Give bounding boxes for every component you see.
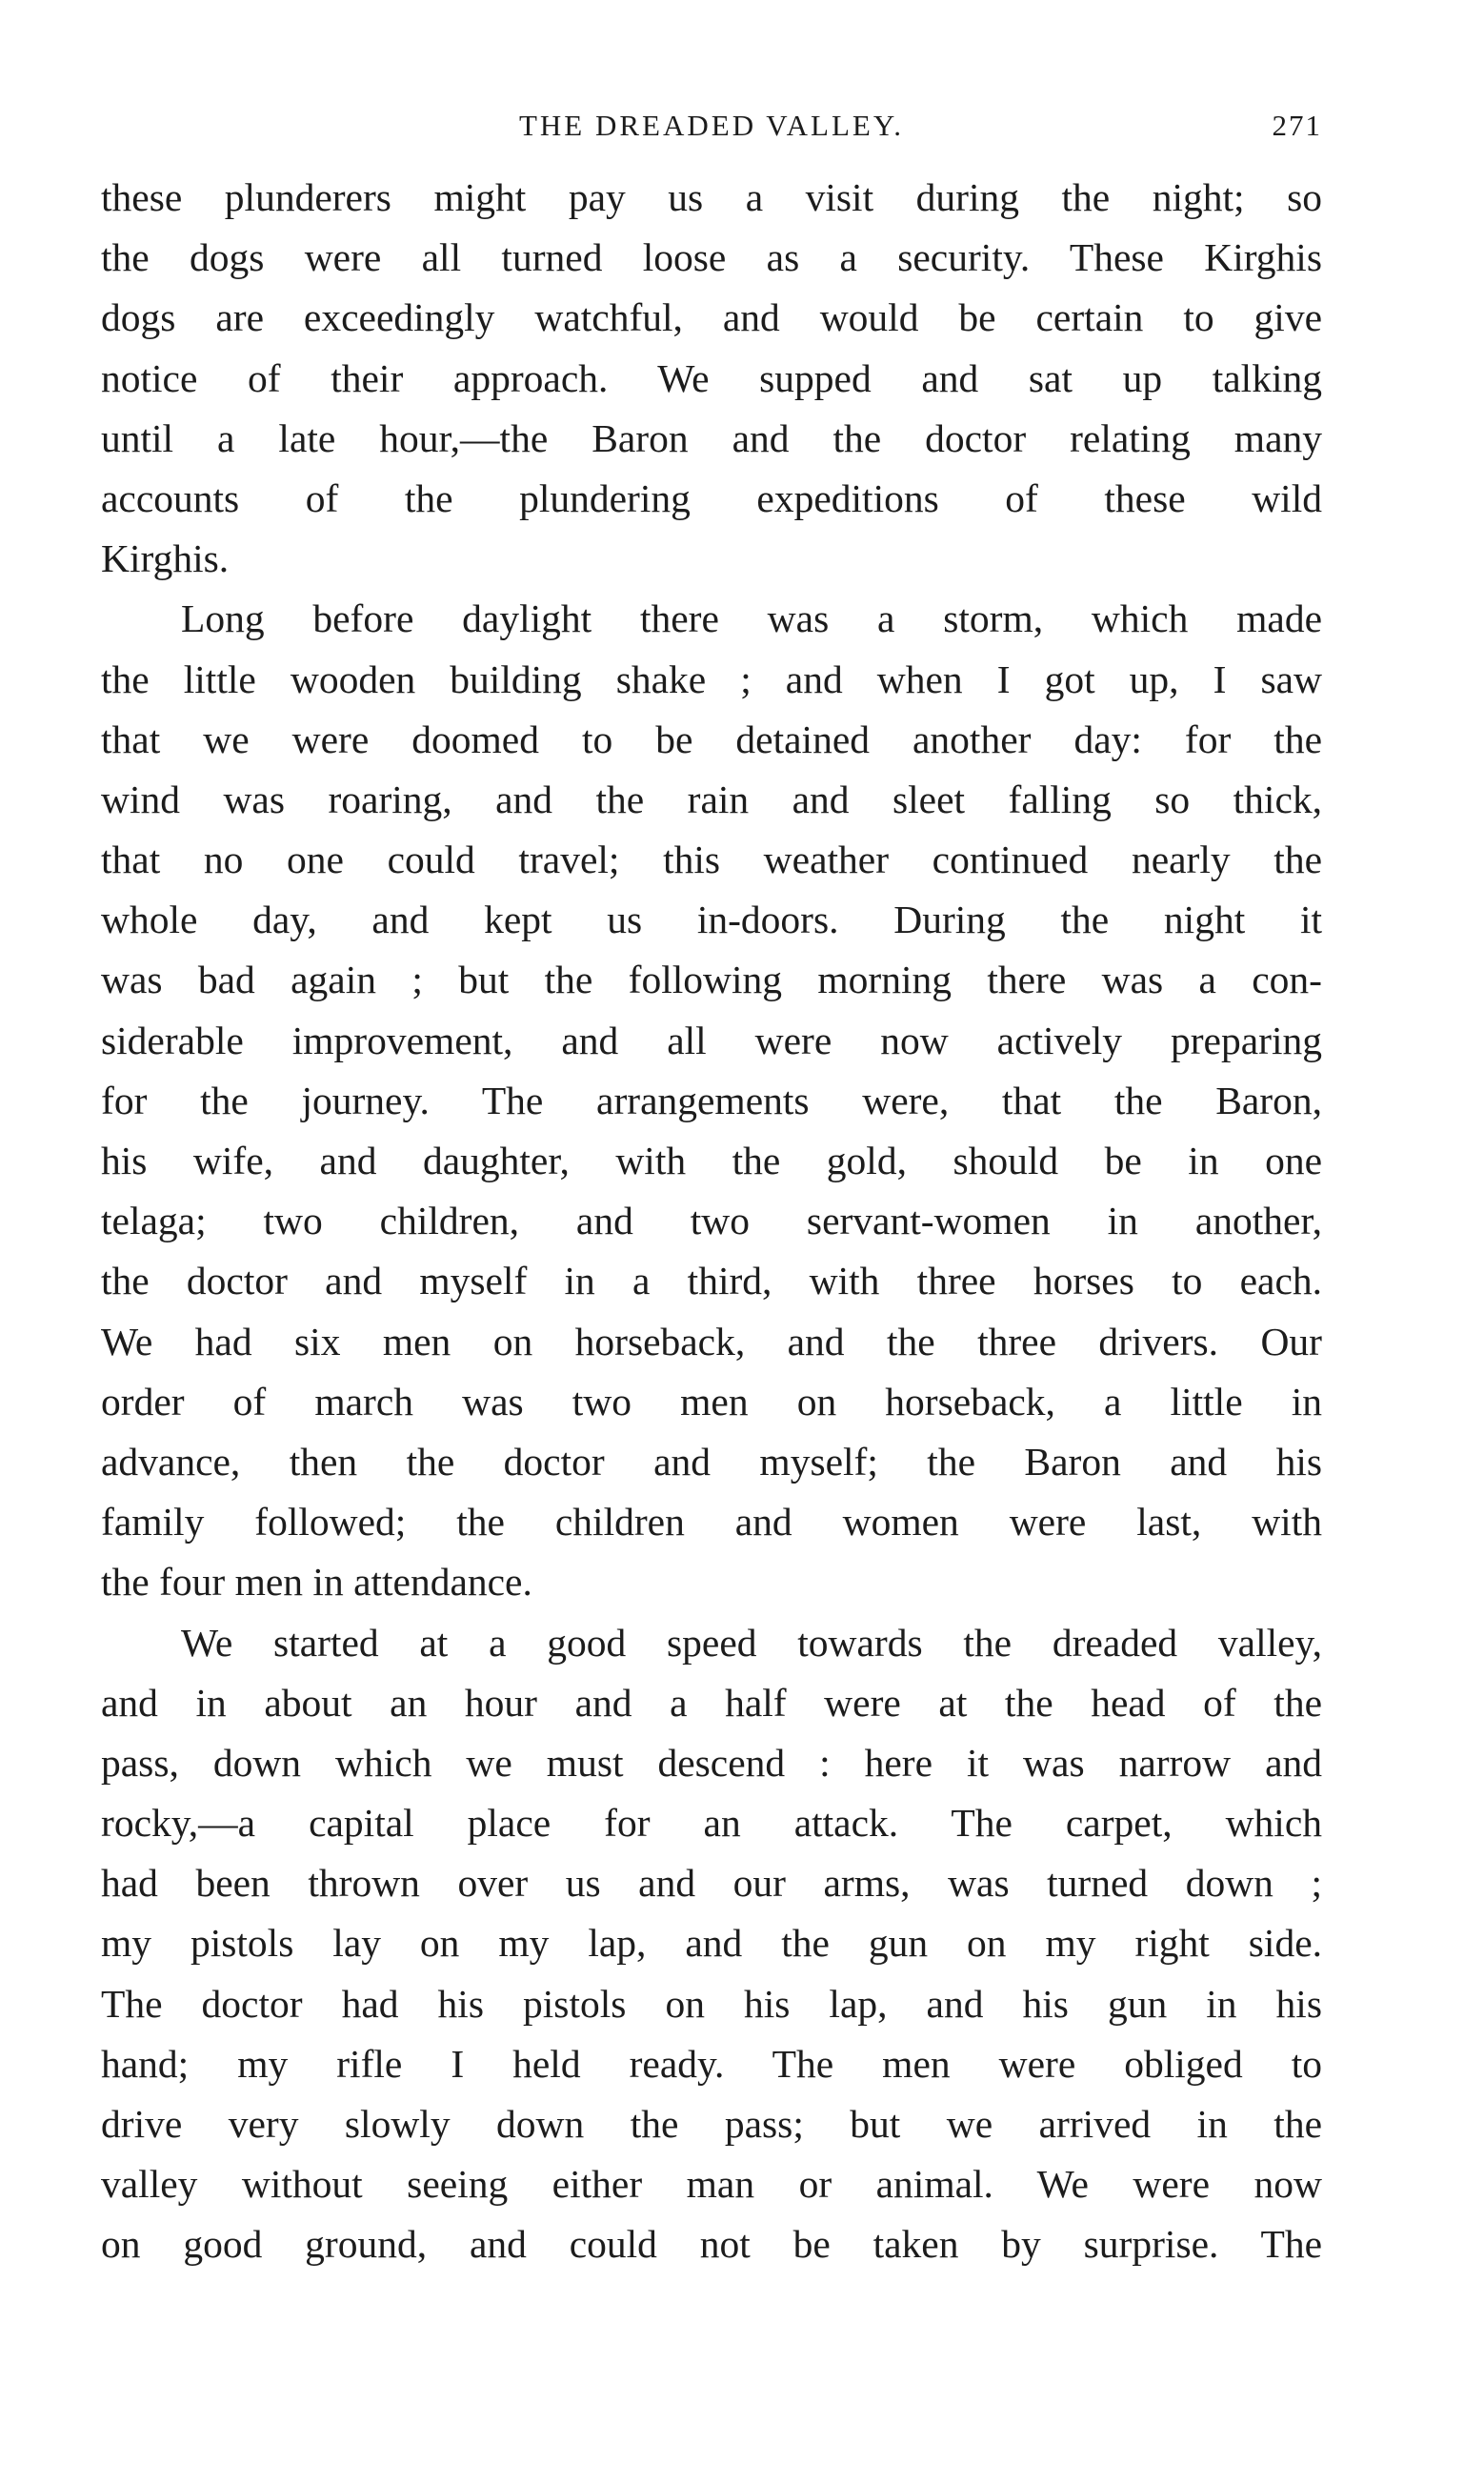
- text-line: hand; my rifle I held ready. The men were obliged to: [101, 2041, 1322, 2086]
- text-line: the little wooden building shake ; and when I got up, I saw: [101, 656, 1322, 701]
- text-line: rocky,—a capital place for an attack. The carpet, which: [101, 1801, 1322, 1846]
- text-line: family followed; the children and women were last, with: [101, 1500, 1322, 1545]
- text-line: and in about an hour and a half were at the head of the: [101, 1680, 1322, 1725]
- text-line: until a late hour,—the Baron and the doctor relating many: [101, 415, 1322, 460]
- text-line: the four men in attendance.: [101, 1560, 532, 1605]
- text-line: The doctor had his pistols on his lap, and his gun in his: [101, 1981, 1322, 2026]
- text-line: these plunderers might pay us a visit during the night; so: [101, 175, 1322, 219]
- text-line: for the journey. The arrangements were, that the Baron,: [101, 1078, 1322, 1122]
- text-line: order of march was two men on horseback, a little in: [101, 1379, 1322, 1424]
- text-line: had been thrown over us and our arms, was turned down ;: [101, 1861, 1322, 1906]
- text-line: that we were doomed to be detained another day: for the: [101, 717, 1322, 761]
- text-line: Long before daylight there was a storm, which made: [181, 596, 1322, 641]
- text-line: notice of their approach. We supped and sat up talking: [101, 355, 1322, 400]
- text-line: whole day, and kept us in-doors. During the night it: [101, 898, 1322, 942]
- body-text: [101, 168, 1322, 2275]
- page-header: [101, 99, 1322, 152]
- text-line: telaga; two children, and two servant-women in another,: [101, 1199, 1322, 1243]
- text-line: Kirghis.: [101, 536, 230, 581]
- text-line: my pistols lay on my lap, and the gun on my right side.: [101, 1921, 1322, 1966]
- text-line: the dogs were all turned loose as a security. These Kirghis: [101, 235, 1322, 280]
- page-number: 271: [1272, 109, 1322, 142]
- text-line: valley without seeing either man or animal. We were now: [101, 2162, 1322, 2207]
- text-line: that no one could travel; this weather continued nearly the: [101, 838, 1322, 882]
- text-line: pass, down which we must descend : here it was narrow and: [101, 1740, 1322, 1785]
- running-head: THE DREADED VALLEY.: [518, 109, 905, 142]
- text-line: wind was roaring, and the rain and sleet falling so thick,: [101, 777, 1322, 821]
- text-line: dogs are exceedingly watchful, and would be certain to give: [101, 295, 1322, 340]
- text-line: We started at a good speed towards the dreaded valley,: [181, 1620, 1322, 1665]
- text-line: drive very slowly down the pass; but we arrived in the: [101, 2102, 1322, 2146]
- text-line: was bad again ; but the following morning there was a con-: [101, 958, 1322, 1002]
- text-line: siderable improvement, and all were now actively preparing: [101, 1018, 1322, 1062]
- text-line: on good ground, and could not be taken by surprise. The: [101, 2222, 1322, 2267]
- text-line: the doctor and myself in a third, with three horses to each.: [101, 1259, 1322, 1303]
- text-line: accounts of the plundering expeditions of these wild: [101, 475, 1322, 520]
- text-line: his wife, and daughter, with the gold, should be in one: [101, 1139, 1322, 1182]
- text-line: We had six men on horseback, and the three drivers. Our: [101, 1319, 1322, 1363]
- text-line: advance, then the doctor and myself; the Baron and his: [101, 1439, 1322, 1484]
